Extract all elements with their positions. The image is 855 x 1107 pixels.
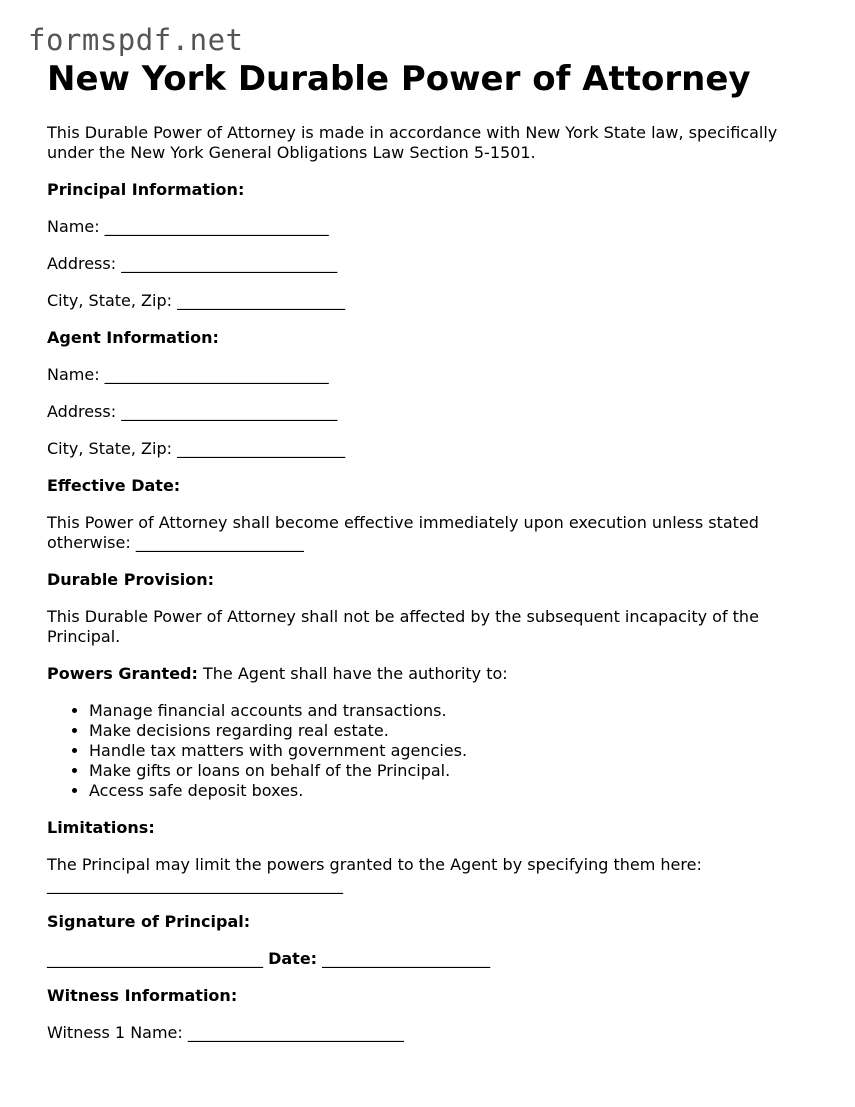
power-item: • Access safe deposit boxes. xyxy=(89,781,807,801)
principal-name-field: Name: ____________________________ xyxy=(47,217,329,236)
power-item: • Make gifts or loans on behalf of the Principal. xyxy=(89,761,807,781)
effective-date-text: This Power of Attorney shall become effective immediately upon execution unless stated otherwise: _____________________ xyxy=(47,513,759,552)
powers-granted-paragraph xyxy=(47,664,807,684)
powers-list xyxy=(47,701,807,801)
principal-address-field: Address: ___________________________ xyxy=(47,254,338,273)
witness-heading: Witness Information: xyxy=(47,986,238,1005)
signature-line: ___________________________ xyxy=(47,949,269,968)
limitations-text: The Principal may limit the powers granted to the Agent by specifying them here: _____________________________________ xyxy=(47,855,702,894)
signature-line-row xyxy=(47,949,807,969)
limitations-heading: Limitations: xyxy=(47,818,155,837)
document-title: New York Durable Power of Attorney xyxy=(47,59,751,99)
witness-1-name-field: Witness 1 Name: ___________________________ xyxy=(47,1023,404,1042)
power-item: • Manage financial accounts and transactions. xyxy=(89,701,807,721)
powers-granted-heading: Powers Granted: xyxy=(47,664,198,683)
signature-date-line: _____________________ xyxy=(317,949,491,968)
durable-provision-heading: Durable Provision: xyxy=(47,570,215,589)
effective-date-heading: Effective Date: xyxy=(47,476,181,495)
signature-date-label: Date: xyxy=(268,949,318,968)
power-item: • Handle tax matters with government agencies. xyxy=(89,741,807,761)
agent-name-field: Name: ____________________________ xyxy=(47,365,329,384)
principal-city-state-zip-field: City, State, Zip: _____________________ xyxy=(47,291,346,310)
site-watermark: formspdf.net xyxy=(28,23,244,57)
agent-city-state-zip-field: City, State, Zip: _____________________ xyxy=(47,439,346,458)
signature-heading: Signature of Principal: xyxy=(47,912,251,931)
power-item: • Make decisions regarding real estate. xyxy=(89,721,807,741)
powers-granted-intro: The Agent shall have the authority to: xyxy=(197,664,508,683)
agent-address-field: Address: ___________________________ xyxy=(47,402,338,421)
agent-heading: Agent Information: xyxy=(47,328,219,347)
intro-paragraph: This Durable Power of Attorney is made in accordance with New York State law, specifically under the New York General Obligations Law Section 5-1501. xyxy=(47,123,778,162)
durable-provision-text: This Durable Power of Attorney shall not be affected by the subsequent incapacity of the Principal. xyxy=(47,607,759,646)
document-body xyxy=(47,123,807,1060)
principal-heading: Principal Information: xyxy=(47,180,245,199)
